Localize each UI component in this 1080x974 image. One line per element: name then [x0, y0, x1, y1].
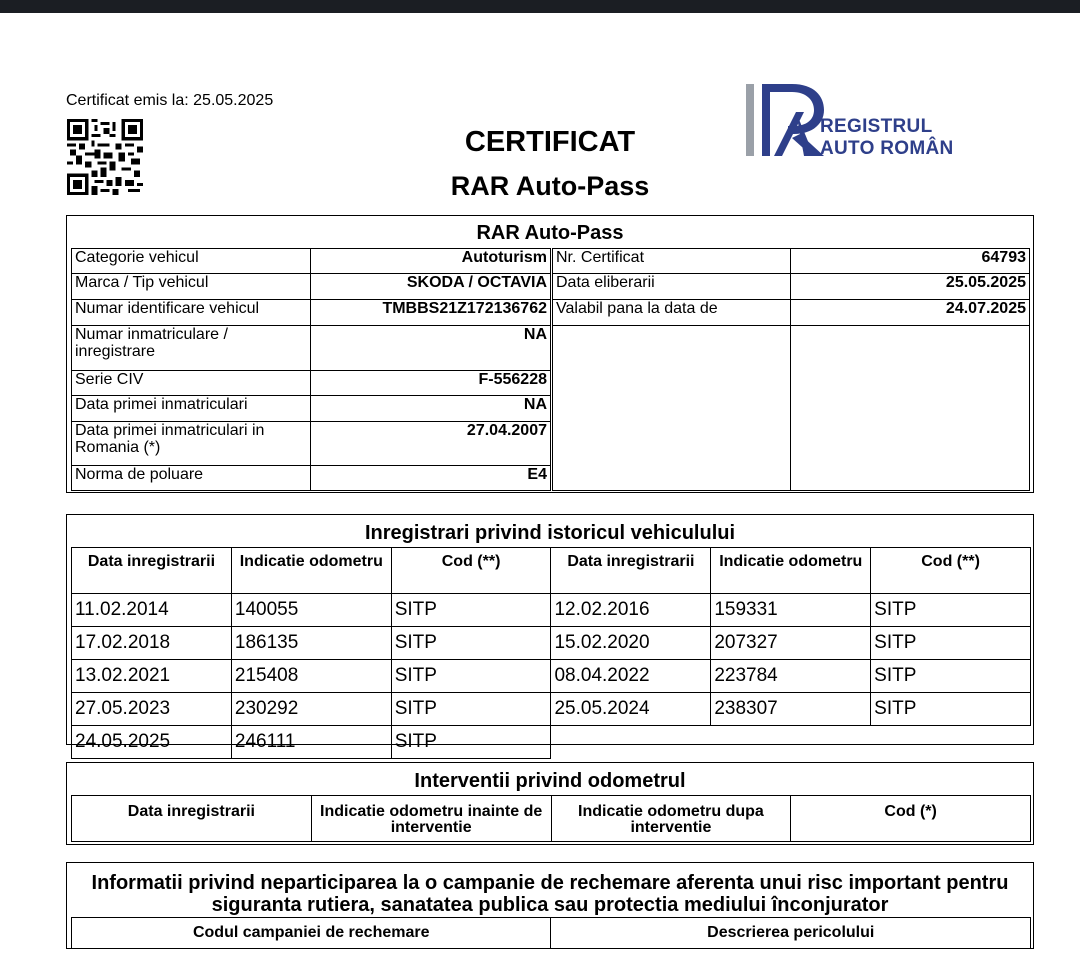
table-cell: 27.05.2023: [72, 693, 232, 726]
top-bar: [0, 0, 1080, 13]
column-header: Data inregistrarii: [551, 548, 711, 594]
cert-value: 64793: [791, 249, 1030, 274]
table-cell: 223784: [711, 660, 871, 693]
odometer-interventions-section: [66, 762, 1034, 845]
table-cell: 140055: [231, 594, 391, 627]
table-cell: SITP: [391, 693, 551, 726]
table-cell: SITP: [871, 660, 1031, 693]
table-row: [72, 693, 1031, 726]
column-header: Indicatie odometru: [231, 548, 391, 594]
history-section: [66, 514, 1034, 752]
recall-table: [71, 917, 1031, 949]
table-cell: 13.02.2021: [72, 660, 232, 693]
recall-section: [66, 862, 1034, 949]
table-cell: 230292: [231, 693, 391, 726]
table-cell: 207327: [711, 627, 871, 660]
empty-cell: [871, 726, 1031, 759]
odometer-section-title: Interventii privind odometrul: [414, 770, 686, 792]
column-header: Data inregistrarii: [72, 796, 312, 842]
table-row: [553, 274, 1030, 300]
column-header: Indicatie odometru inainte de interventie: [311, 796, 551, 842]
table-cell: SITP: [391, 627, 551, 660]
table-cell: SITP: [391, 726, 551, 759]
vehicle-label: Norma de poluare: [72, 466, 311, 491]
vehicle-label: Serie CIV: [72, 371, 311, 396]
table-row: [72, 326, 551, 371]
column-header: Codul campaniei de rechemare: [72, 918, 551, 949]
recall-section-title: Informatii privind neparticiparea la o campanie de rechemare aferenta unui risc important pentru siguranta rutiera, sanatatea publica sau protectia mediului înconjurator: [91, 872, 1009, 916]
table-row: [553, 249, 1030, 274]
logo-line-1: REGISTRUL: [820, 116, 933, 137]
table-cell: 25.05.2024: [551, 693, 711, 726]
table-cell: 246111: [231, 726, 391, 759]
vehicle-label: Numar identificare vehicul: [72, 300, 311, 326]
odometer-table: [71, 795, 1031, 842]
table-row: [72, 726, 1031, 759]
column-header: Indicatie odometru dupa interventie: [551, 796, 791, 842]
empty-cell: [551, 726, 711, 759]
vehicle-label: Data primei inmatriculari: [72, 396, 311, 422]
table-header-row: [72, 918, 1031, 949]
column-header: Data inregistrarii: [72, 548, 232, 594]
table-cell: 12.02.2016: [551, 594, 711, 627]
column-header: Cod (**): [871, 548, 1031, 594]
table-row: [72, 274, 551, 300]
certificate-subtitle: RAR Auto-Pass: [450, 171, 650, 201]
vehicle-label: Data primei inmatriculari in Romania (*): [72, 422, 311, 466]
table-header-row: [72, 548, 1031, 594]
vehicle-value: TMBBS21Z172136762: [311, 300, 551, 326]
vehicle-info-section: [66, 215, 1034, 493]
vehicle-value: NA: [311, 326, 551, 371]
empty-cell: [791, 326, 1030, 491]
issued-date: Certificat emis la: 25.05.2025: [66, 92, 274, 109]
table-row: [72, 594, 1031, 627]
column-header: Cod (**): [391, 548, 551, 594]
table-cell: 17.02.2018: [72, 627, 232, 660]
vehicle-label: Numar inmatriculare / inregistrare: [72, 326, 311, 371]
cert-label: Data eliberarii: [553, 274, 791, 300]
cert-value: 25.05.2025: [791, 274, 1030, 300]
history-table: [71, 547, 1031, 759]
table-cell: 11.02.2014: [72, 594, 232, 627]
vehicle-value: F-556228: [311, 371, 551, 396]
table-row: [72, 627, 1031, 660]
certificate-table: [552, 248, 1030, 491]
table-cell: SITP: [391, 594, 551, 627]
table-cell: 24.05.2025: [72, 726, 232, 759]
table-cell: SITP: [871, 627, 1031, 660]
table-row: [553, 300, 1030, 326]
table-cell: 186135: [231, 627, 391, 660]
cert-value: 24.07.2025: [791, 300, 1030, 326]
table-cell: SITP: [871, 594, 1031, 627]
column-header: Indicatie odometru: [711, 548, 871, 594]
empty-cell: [711, 726, 871, 759]
vehicle-value: SKODA / OCTAVIA: [311, 274, 551, 300]
vehicle-label: Marca / Tip vehicul: [72, 274, 311, 300]
table-cell: 215408: [231, 660, 391, 693]
table-cell: 159331: [711, 594, 871, 627]
rar-logo-text: [820, 116, 954, 160]
vehicle-table: [71, 248, 551, 491]
vehicle-value: NA: [311, 396, 551, 422]
history-section-title: Inregistrari privind istoricul vehiculului: [364, 522, 736, 544]
empty-cell: [553, 326, 791, 491]
table-row: [72, 300, 551, 326]
certificate-title: CERTIFICAT: [464, 126, 636, 158]
table-row: [553, 326, 1030, 491]
table-row: [72, 396, 551, 422]
table-cell: SITP: [391, 660, 551, 693]
column-header: Descrierea pericolului: [551, 918, 1031, 949]
column-header: Cod (*): [791, 796, 1031, 842]
table-row: [72, 371, 551, 396]
logo-line-2: AUTO ROMÂN: [820, 138, 954, 159]
vehicle-value: 27.04.2007: [311, 422, 551, 466]
table-row: [72, 249, 551, 274]
table-cell: 15.02.2020: [551, 627, 711, 660]
table-row: [72, 660, 1031, 693]
table-cell: 238307: [711, 693, 871, 726]
vehicle-section-title: RAR Auto-Pass: [476, 222, 624, 244]
vehicle-label: Categorie vehicul: [72, 249, 311, 274]
table-row: [72, 466, 551, 491]
table-cell: SITP: [871, 693, 1031, 726]
table-header-row: [72, 796, 1031, 842]
cert-label: Nr. Certificat: [553, 249, 791, 274]
vehicle-value: Autoturism: [311, 249, 551, 274]
cert-label: Valabil pana la data de: [553, 300, 791, 326]
vehicle-value: E4: [311, 466, 551, 491]
table-row: [72, 422, 551, 466]
table-cell: 08.04.2022: [551, 660, 711, 693]
